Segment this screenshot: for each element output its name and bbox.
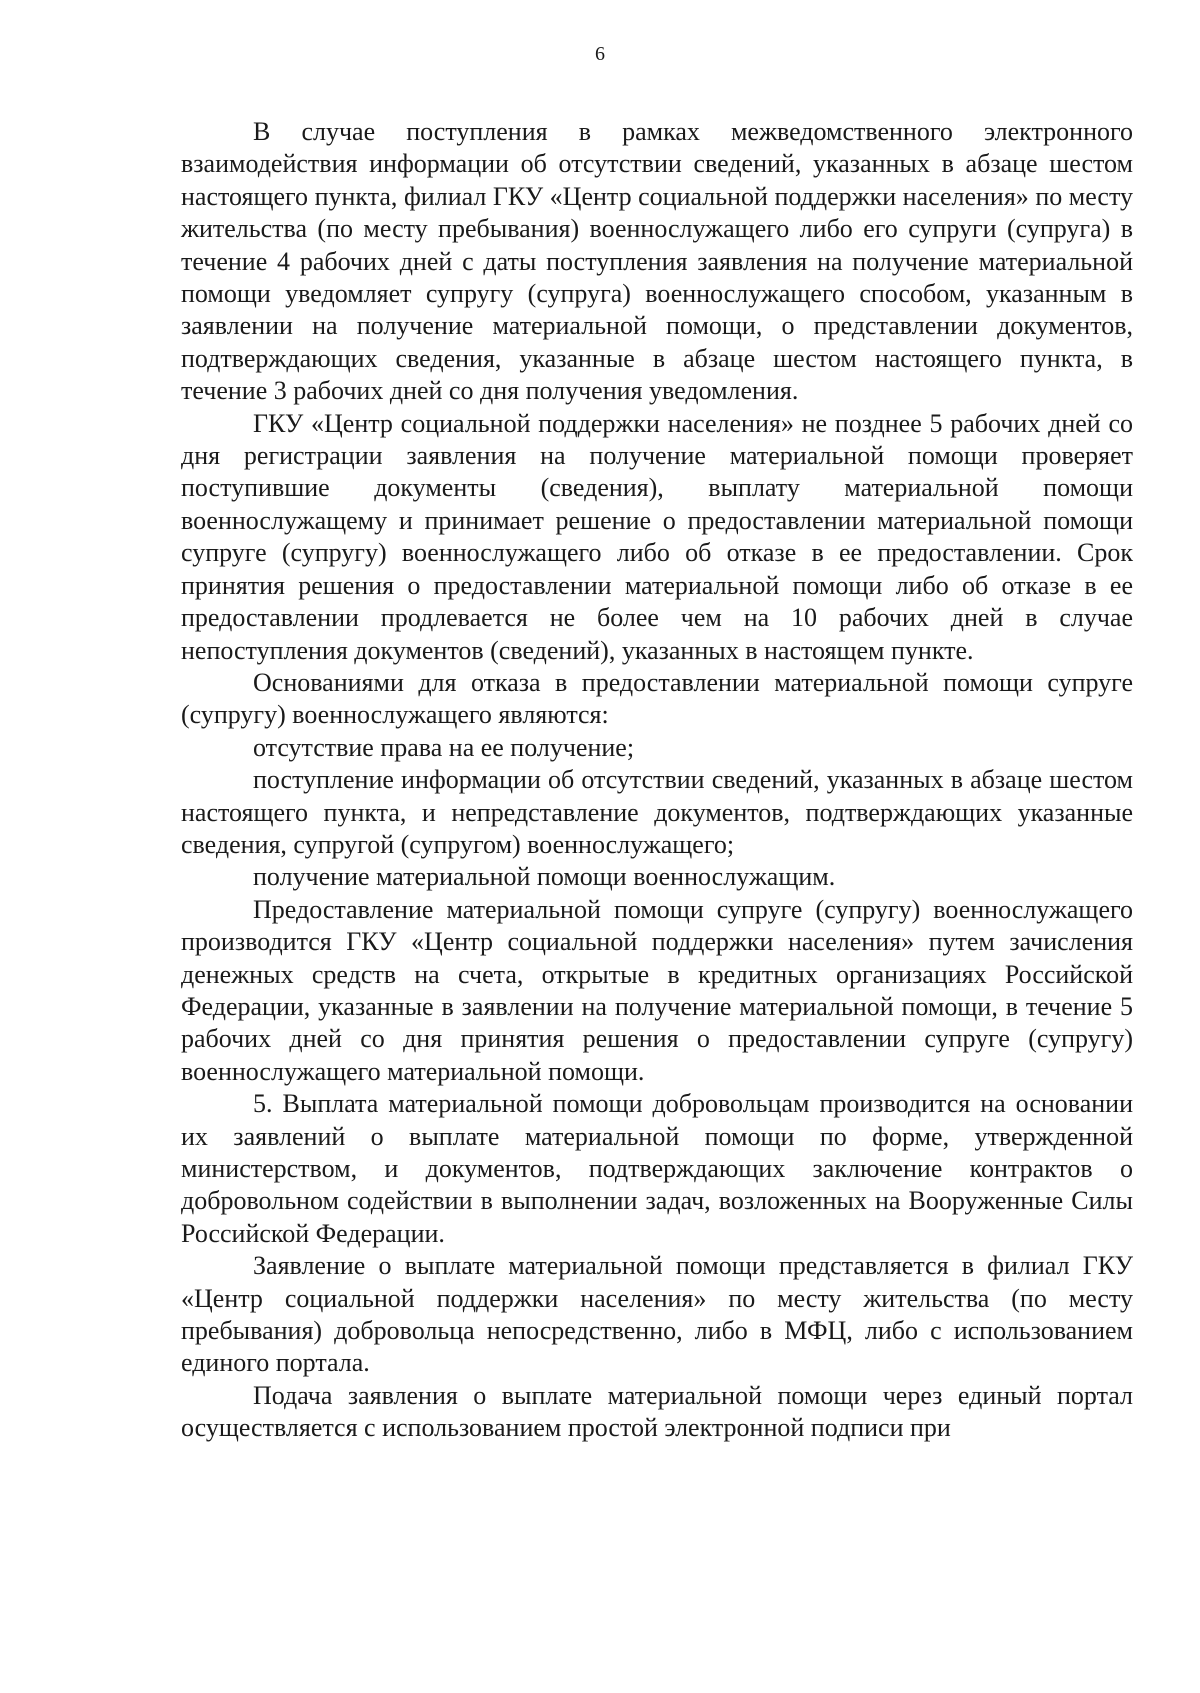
paragraph-8: 5. Выплата материальной помощи добровольцам производится на основании их заявлений о выплате материальной помощи по форме, утвержденной министерством, и документов, подтверждающих заключение контрактов о добровольном содействии в выполнении задач, возложенных на Вооруженные Силы Российской Федерации. [181,1089,1133,1248]
document-body [181,116,1133,1445]
paragraph-7: Предоставление материальной помощи супруге (супругу) военнослужащего производится ГКУ «Центр социальной поддержки населения» путем зачисления денежных средств на счета, открытые в кредитных организациях Российской Федерации, указанные в заявлении на получение материальной помощи, в течение 5 рабочих дней со дня принятия решения о предоставлении супруге (супругу) военнослужащего материальной помощи. [181,894,1133,1086]
paragraph-6: получение материальной помощи военнослужащим. [253,862,836,892]
paragraph-4: отсутствие права на ее получение; [253,732,635,762]
page-number: 6 [595,43,605,65]
paragraph-10: Подача заявления о выплате материальной помощи через единый портал осуществляется с использованием простой электронной подписи при [181,1380,1133,1443]
paragraph-3: Основаниями для отказа в предоставлении материальной помощи супруге (супругу) военнослужащего являются: [181,667,1133,730]
paragraph-5: поступление информации об отсутствии сведений, указанных в абзаце шестом настоящего пункта, и непредставление документов, подтверждающих указанные сведения, супругой (супругом) военнослужащего; [181,765,1133,859]
paragraph-9: Заявление о выплате материальной помощи представляется в филиал ГКУ «Центр социальной поддержки населения» по месту жительства (по месту пребывания) добровольца непосредственно, либо в МФЦ, либо с использованием единого портала. [181,1251,1133,1378]
paragraph-2: ГКУ «Центр социальной поддержки населения» не позднее 5 рабочих дней со дня регистрации заявления на получение материальной помощи проверяет поступившие документы (сведения), выплату материальной помощи военнослужащему и принимает решение о предоставлении материальной помощи супруге (супругу) военнослужащего либо об отказе в ее предоставлении. Срок принятия решения о предоставлении материальной помощи либо об отказе в ее предоставлении продлевается не более чем на 10 рабочих дней в случае непоступления документов (сведений), указанных в настоящем пункте. [181,408,1133,665]
paragraph-1: В случае поступления в рамках межведомственного электронного взаимодействия информации об отсутствии сведений, указанных в абзаце шестом настоящего пункта, филиал ГКУ «Центр социальной поддержки населения» по месту жительства (по месту пребывания) военнослужащего либо его супруги (супруга) в течение 4 рабочих дней с даты поступления заявления на получение материальной помощи уведомляет супругу (супруга) военнослужащего способом, указанным в заявлении на получение материальной помощи, о представлении документов, подтверждающих сведения, указанные в абзаце шестом настоящего пункта, в течение 3 рабочих дней со дня получения уведомления. [181,117,1133,406]
